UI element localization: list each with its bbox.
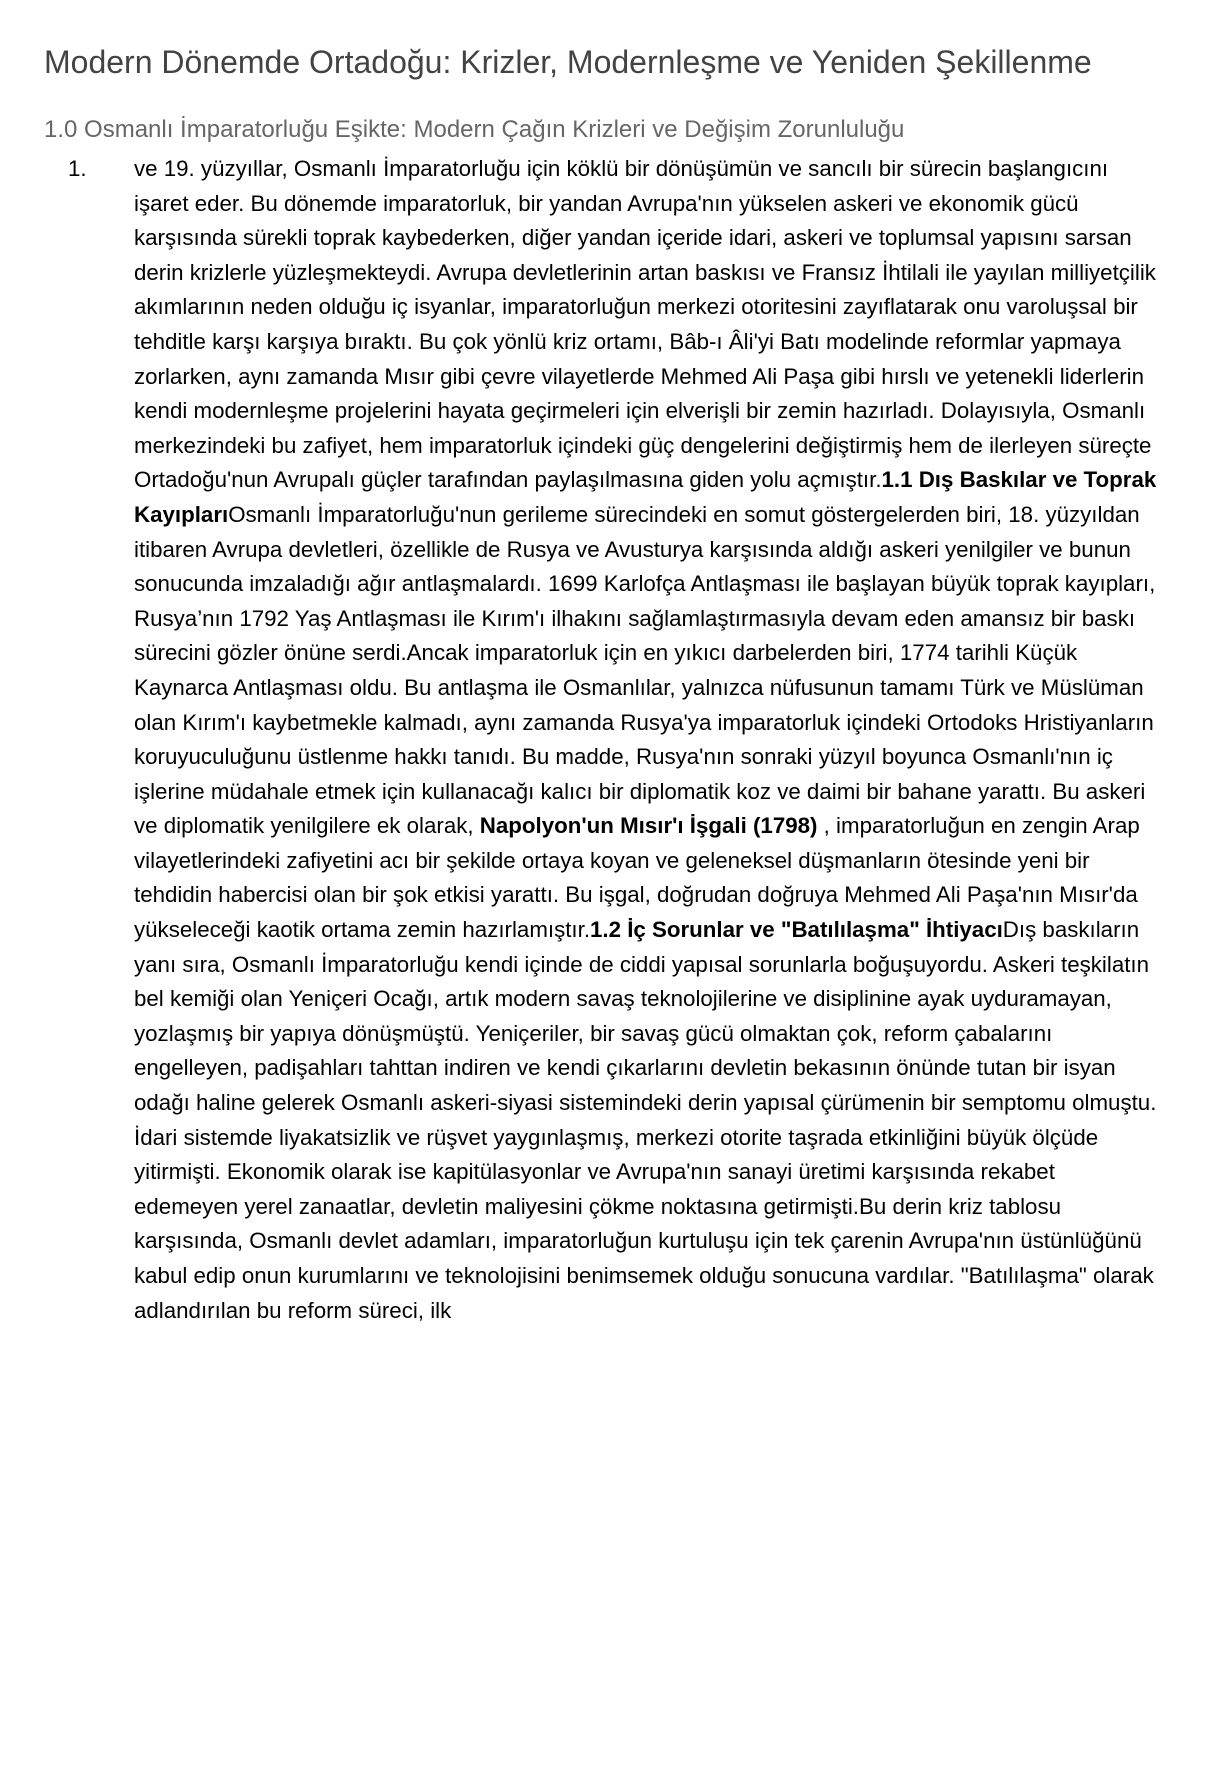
list-item <box>44 152 1164 1328</box>
bold-napolyon: Napolyon'un Mısır'ı İşgali (1798) <box>479 813 818 839</box>
document-page <box>44 40 1164 1328</box>
intro-text: ve 19. yüzyıllar, Osmanlı İmparatorluğu için köklü bir dönüşümün ve sancılı bir sürecin başlangıcını işaret eder. Bu dönemde imparatorluk, bir yandan Avrupa'nın yükselen askeri ve ekonomik gücü karşısında sürekli toprak kaybederken, diğer yandan içeride idari, askeri ve toplumsal yapısını sarsan derin krizlerle yüzleşmekteydi. Avrupa devletlerinin artan baskısı ve Fransız İhtilali ile yayılan milliyetçilik akımlarının neden olduğu iç isyanlar, imparatorluğun merkezi otoritesini zayıflatarak onu varoluşsal bir tehditle karşı karşıya bıraktı. Bu çok yönlü kriz ortamı, Bâb-ı Âli'yi Batı modelinde reformlar yapmaya zorlarken, aynı zamanda Mısır gibi çevre vilayetlerde Mehmed Ali Paşa gibi hırslı ve yetenekli liderlerin kendi modernleşme projelerini hayata geçirmeleri için elverişli bir zemin hazırladı. Dolayısıyla, Osmanlı merkezindeki bu zafiyet, hem imparatorluk içindeki güç dengelerini değiştirmiş hem de ilerleyen süreçte Ortadoğu'nun Avrupalı güçler tarafından paylaşılmasına giden yolu açmıştır. <box>134 156 1156 493</box>
section-1-1-text-a: Osmanlı İmparatorluğu'nun gerileme sürecindeki en somut göstergelerden biri, 18. yüzyıldan itibaren Avrupa devletleri, özellikle de Rusya ve Avusturya karşısında aldığı askeri yenilgiler ve bunun sonucunda imzaladığı ağır antlaşmalardı. 1699 Karlofça Antlaşması ile başlayan büyük toprak kayıpları, Rusya’nın 1792 Yaş Antlaşması ile Kırım'ı ilhakını sağlamlaştırmasıyla devam eden amansız bir baskı sürecini gözler önüne serdi.Ancak imparatorluk için en yıkıcı darbelerden biri, 1774 tarihli Küçük Kaynarca Antlaşması oldu. Bu antlaşma ile Osmanlılar, yalnızca nüfusunun tamamı Türk ve Müslüman olan Kırım'ı kaybetmekle kalmadı, aynı zamanda Rusya'ya imparatorluk içindeki Ortodoks Hristiyanların koruyuculuğunu üstlenme hakkı tanıdı. Bu madde, Rusya'nın sonraki yüzyıl boyunca Osmanlı'nın iç işlerine müdahale etmek için kullanacağı kalıcı bir diplomatik koz ve daimi bir bahane yarattı. Bu askeri ve diplomatik yenilgilere ek olarak, <box>134 501 1156 839</box>
subheading-1-2: 1.2 İç Sorunlar ve "Batılılaşma" İhtiyacı <box>590 917 1003 943</box>
subheading-1-1: 1.1 Dış Baskılar ve Toprak Kayıpları <box>134 467 1157 527</box>
numbered-list <box>44 152 1164 1328</box>
page-title: Modern Dönemde Ortadoğu: Krizler, Modernleşme ve Yeniden Şekillenme <box>44 44 1092 80</box>
body-paragraph <box>134 152 1164 1328</box>
list-marker: 1. <box>68 156 87 181</box>
section-heading: 1.0 Osmanlı İmparatorluğu Eşikte: Modern Çağın Krizleri ve Değişim Zorunluluğu <box>44 116 905 143</box>
section-1-1-text-b: , imparatorluğun en zengin Arap vilayetlerindeki zafiyetini acı bir şekilde ortaya koyan ve geleneksel düşmanların ötesinde yeni bir tehdidin habercisi olan bir şok etkisi yarattı. Bu işgal, doğrudan doğruya Mehmed Ali Paşa'nın Mısır'da yükseleceği kaotik ortama zemin hazırlamıştır. <box>134 813 1140 943</box>
section-1-2-text: Dış baskıların yanı sıra, Osmanlı İmparatorluğu kendi içinde de ciddi yapısal sorunlarla boğuşuyordu. Askeri teşkilatın bel kemiği olan Yeniçeri Ocağı, artık modern savaş teknolojilerine ve disiplinine ayak uyduramayan, yozlaşmış bir yapıya dönüşmüştü. Yeniçeriler, bir savaş gücü olmaktan çok, reform çabalarını engelleyen, padişahları tahttan indiren ve kendi çıkarlarını devletin bekasının önünde tutan bir isyan odağı haline gelerek Osmanlı askeri-siyasi sistemindeki derin yapısal çürümenin bir semptomu olmuştu. İdari sistemde liyakatsizlik ve rüşvet yaygınlaşmış, merkezi otorite taşrada etkinliğini büyük ölçüde yitirmişti. Ekonomik olarak ise kapitülasyonlar ve Avrupa'nın sanayi üretimi karşısında rekabet edemeyen yerel zanaatlar, devletin maliyesini çökme noktasına getirmişti.Bu derin kriz tablosu karşısında, Osmanlı devlet adamları, imparatorluğun kurtuluşu için tek çarenin Avrupa'nın üstünlüğünü kabul edip onun kurumlarını ve teknolojisini benimsemek olduğu sonucuna vardılar. "Batılılaşma" olarak adlandırılan bu reform süreci, ilk <box>134 917 1157 1323</box>
